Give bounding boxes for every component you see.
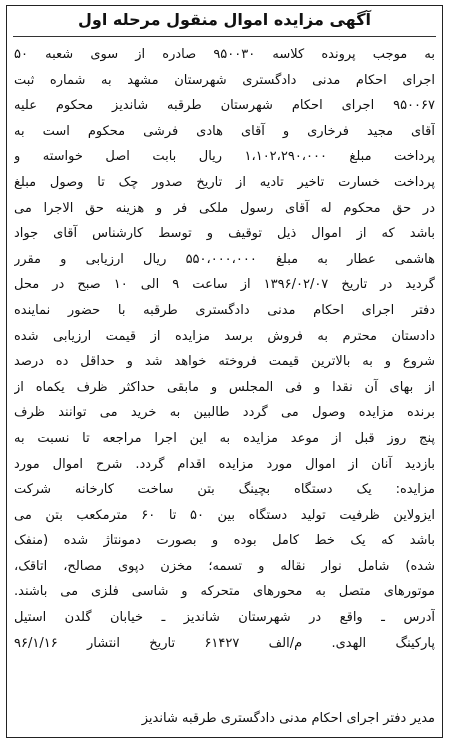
notice-line: باشد که یک خط کامل بوده و بصورت دمونتاژ شده (منفک [14, 533, 435, 549]
notice-line: شده) شامل نوار نقاله و تسمه؛ مخزن دپوی مصالح، اتاقک، [14, 558, 435, 574]
notice-line: دادستان محترم به فروش برسد مزایده از قیمت ارزیابی شده [14, 328, 435, 344]
notice-line: شروع و به بالاترین قیمت فروخته خواهد شد و حداقل ده درصد [14, 354, 435, 370]
notice-line: در حق محکوم له آقای رسول ملکی فر و هزینه حق الاجرا می [14, 200, 435, 216]
notice-line: گردید در تاریخ ۱۳۹۶/۰۲/۰۷ از ساعت ۹ الی ۱۰ صبح در محل [14, 277, 435, 293]
notice-line: به موجب پرونده کلاسه ۹۵۰۰۳۰ صادره از سوی شعبه ۵۰ [14, 47, 435, 62]
notice-line: آقای مجید فرخاری و آقای هادی فرشی محکوم است به [14, 123, 435, 139]
title-divider [13, 36, 436, 37]
notice-line: آدرس ـ واقع در شهرستان شاندیز ـ خیابان گلدن استیل [14, 610, 435, 626]
notice-signature: مدیر دفتر اجرای احکام مدنی دادگستری طرقبه شاندیز [141, 711, 435, 726]
notice-frame [6, 5, 443, 738]
notice-line: از بهای آن نقدا و فی المجلس و مابقی حداکثر ظرف یکماه از [14, 379, 435, 395]
notice-line: پنج روز قبل از موعد مزایده به این اجرا مراجعه تا نسبت به [14, 430, 435, 446]
notice-line: پرداخت مبلغ ۱،۱۰۲،۲۹۰،۰۰۰ ریال بابت اصل خواسته و [14, 149, 435, 165]
notice-line: باشد که از اموال ذیل توقیف و توسط کارشناس آقای جواد [14, 226, 435, 242]
notice-line: برنده مزایده وصول می گردد طالبین به خرید می توانند ظرف [14, 405, 435, 421]
notice-line: دفتر اجرای احکام مدنی دادگستری طرقبه با حضور نماینده [14, 302, 435, 318]
notice-line: اجرای احکام مدنی دادگستری شهرستان مشهد به شماره ثبت [14, 72, 435, 88]
notice-line: بازدید آنان از اموال مورد مزایده اقدام گردد. شرح اموال مورد [14, 456, 435, 472]
notice-body [14, 42, 435, 656]
notice-line: موتورهای متصل به محورهای متحرکه و شاسی فلزی می باشند. [14, 584, 435, 600]
notice-line: پارکینگ الهدی. م/الف ۶۱۴۲۷ تاریخ انتشار ۹۶/۱/۱۶ [14, 635, 435, 651]
notice-line: مزایده: یک دستگاه بچینگ بتن ساخت کارخانه شرکت [14, 482, 435, 498]
notice-line: پرداخت خسارت تاخیر تادیه از تاریخ صدور چک تا وصول مبلغ [14, 174, 435, 190]
notice-line: هاشمی عطار به مبلغ ۵۵۰،۰۰۰،۰۰۰ ریال ارزیابی و مقرر [14, 251, 435, 267]
notice-line: ۹۵۰۰۶۷ اجرای احکام شهرستان طرقبه شاندیز محکوم علیه [14, 98, 435, 114]
notice-line: ایزولاین ظرفیت تولید دستگاه بین ۵۰ تا ۶۰ مترمکعب بتن می [14, 507, 435, 523]
notice-title: آگهی مزایده اموال منقول مرحله اول [77, 10, 372, 29]
